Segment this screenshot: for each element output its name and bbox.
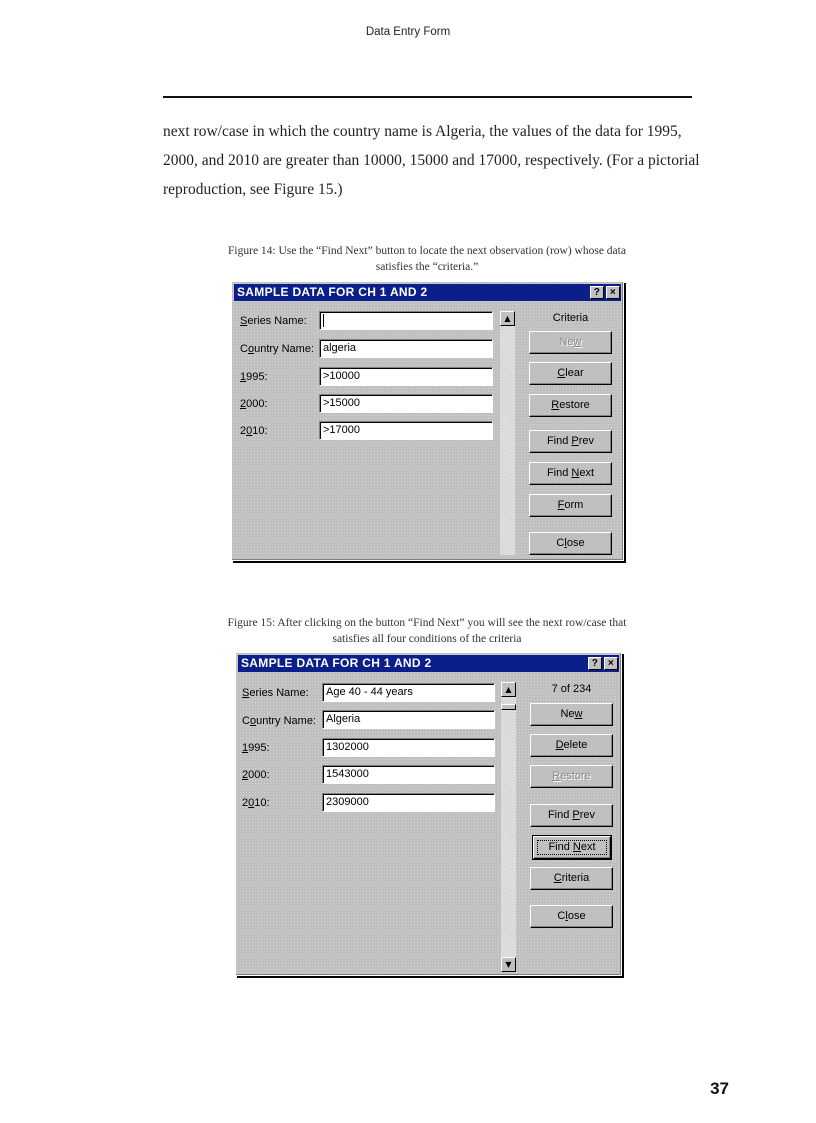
restore-button[interactable]: Restore [529, 394, 612, 417]
figure14-caption [162, 243, 692, 275]
figure15-caption-line2: satisfies all four conditions of the criteria [332, 633, 522, 645]
help-icon[interactable]: ? [588, 657, 602, 670]
page-number: 37 [710, 1079, 729, 1098]
year-1995-label: 1995: [240, 371, 268, 383]
scroll-thumb[interactable] [501, 704, 516, 710]
country-name-label: Country Name: [240, 343, 314, 355]
country-name-input[interactable]: Algeria [322, 710, 495, 729]
delete-button[interactable]: Delete [530, 734, 613, 757]
country-name-input[interactable]: algeria [319, 339, 493, 358]
record-scrollbar[interactable] [501, 682, 516, 972]
figure14-caption-line1: Figure 14: Use the “Find Next” button to locate the next observation (row) whose data [228, 245, 626, 257]
series-name-label: Series Name: [240, 315, 307, 327]
scroll-down-icon[interactable]: ▼ [501, 957, 516, 972]
close-icon[interactable]: × [604, 657, 618, 670]
clear-button[interactable]: Clear [529, 362, 612, 385]
year-2010-label: 2010: [242, 797, 270, 809]
series-name-input[interactable]: Age 40 - 44 years [322, 683, 495, 702]
year-2000-input[interactable]: 1543000 [322, 765, 495, 784]
year-2010-input[interactable]: >17000 [319, 421, 493, 440]
figure15-caption [162, 615, 692, 647]
year-1995-label: 1995: [242, 742, 270, 754]
find-next-button[interactable]: Find Next [533, 836, 611, 859]
running-title: Data Entry Form [365, 26, 451, 38]
dialog-title: SAMPLE DATA FOR CH 1 AND 2 [237, 285, 428, 299]
criteria-button[interactable]: Criteria [530, 867, 613, 890]
record-dialog [235, 652, 622, 976]
help-icon[interactable]: ? [590, 286, 604, 299]
year-2010-input[interactable]: 2309000 [322, 793, 495, 812]
header-rule [163, 96, 692, 98]
figure14-caption-line2: satisfies the “criteria.” [375, 261, 479, 273]
dialog-title-bar [238, 655, 619, 672]
year-2010-label: 2010: [240, 425, 268, 437]
year-1995-input[interactable]: 1302000 [322, 738, 495, 757]
close-button[interactable]: Close [530, 905, 613, 928]
year-2000-input[interactable]: >15000 [319, 394, 493, 413]
dialog-title-bar [234, 284, 621, 301]
find-next-button[interactable]: Find Next [529, 462, 612, 485]
criteria-dialog [231, 281, 624, 561]
scroll-up-icon[interactable]: ▲ [501, 682, 516, 697]
find-prev-button[interactable]: Find Prev [529, 430, 612, 453]
year-2000-label: 2000: [240, 398, 268, 410]
scroll-up-icon[interactable]: ▲ [500, 311, 515, 326]
series-name-label: Series Name: [242, 687, 309, 699]
year-2000-label: 2000: [242, 769, 270, 781]
body-paragraph: next row/case in which the country name is Algeria, the values of the data for 1995, 2000, and 2010 are greater than 10000, 15000 and 17000, respectively. (For a pictorial reproduction, see Figure 15.) [163, 123, 700, 198]
find-prev-button[interactable]: Find Prev [530, 804, 613, 827]
figure15-caption-line1: Figure 15: After clicking on the button “Find Next” you will see the next row/case that [227, 617, 627, 629]
restore-button[interactable]: Restore [530, 765, 613, 788]
year-1995-input[interactable]: >10000 [319, 367, 493, 386]
dialog-title: SAMPLE DATA FOR CH 1 AND 2 [241, 656, 432, 670]
form-button[interactable]: Form [529, 494, 612, 517]
series-name-input[interactable] [319, 311, 493, 330]
close-button[interactable]: Close [529, 532, 612, 555]
new-button[interactable]: New [529, 331, 612, 354]
country-name-label: Country Name: [242, 715, 316, 727]
record-status: Criteria [552, 312, 589, 324]
record-status: 7 of 234 [551, 683, 592, 695]
close-icon[interactable]: × [606, 286, 620, 299]
new-button[interactable]: New [530, 703, 613, 726]
record-scrollbar[interactable] [500, 311, 515, 555]
